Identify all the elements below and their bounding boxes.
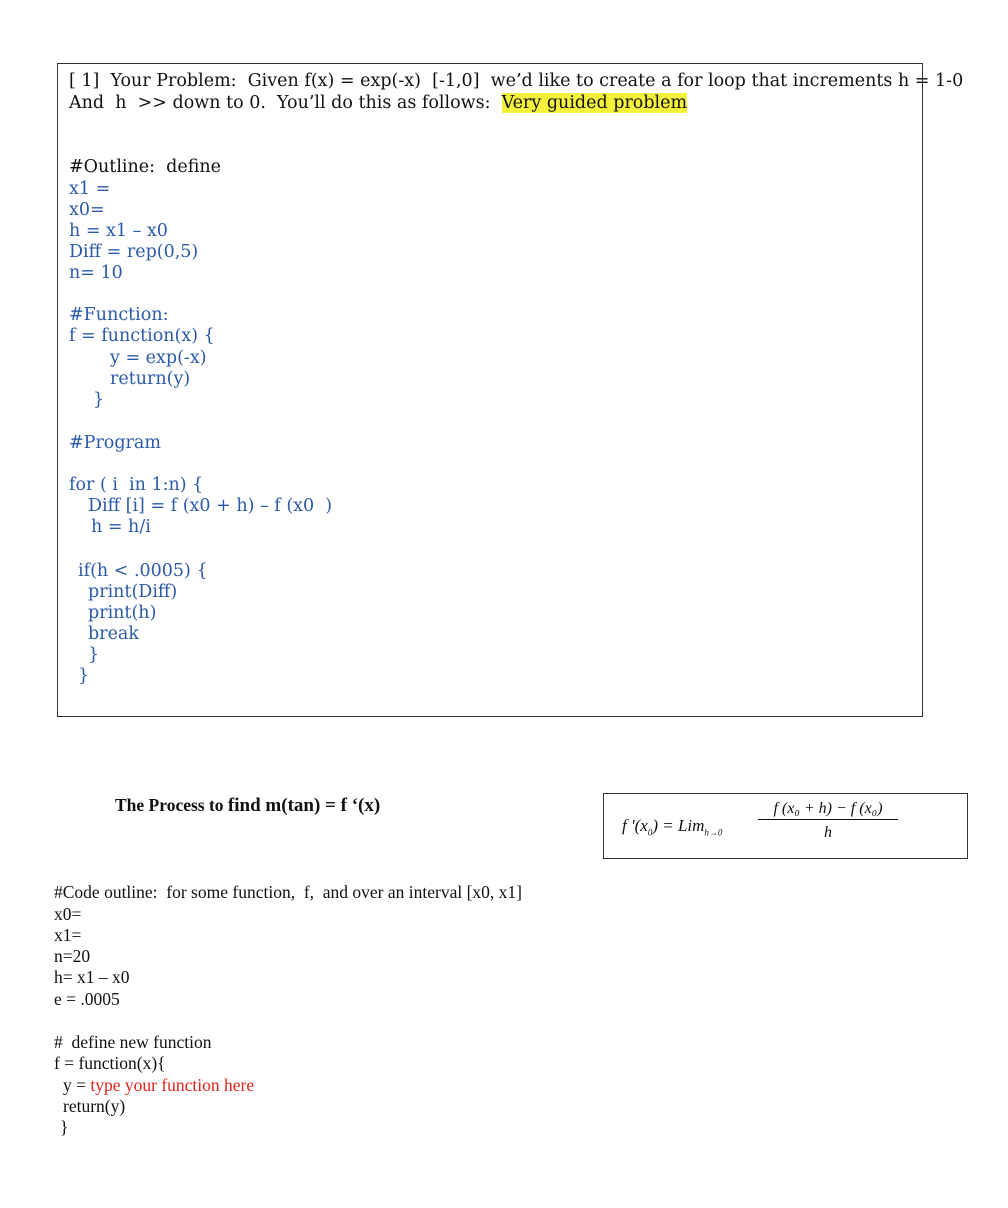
function-line: return(y) (110, 369, 191, 389)
program-line: print(h) (88, 603, 157, 623)
code-outline-heading: #Code outline: for some function, f, and over an interval [x0, x1] (54, 882, 523, 902)
program-line: break (88, 624, 139, 644)
outline-line: x1 = (69, 179, 111, 199)
problem-line-2-text: And h >> down to 0. You’ll do this as follows: (69, 93, 502, 113)
outline-line: x0= (69, 200, 105, 220)
program-line: for ( i in 1:n) { (69, 475, 204, 495)
code-outline-line: x0= (54, 904, 82, 924)
define-function-heading: # define new function (54, 1032, 212, 1052)
program-heading: #Program (69, 433, 161, 453)
formula-numerator: f (x₀ + h) − f (x₀) (758, 800, 898, 820)
y-assign: y = (63, 1075, 91, 1095)
process-title-main: find m(tan) = f ‘(x) (227, 795, 381, 816)
formula-fraction (758, 800, 898, 842)
formula-limit-sub: h→0 (704, 827, 723, 838)
outline-line: n= 10 (69, 263, 123, 283)
highlighted-note: Very guided problem (501, 93, 688, 113)
code-outline-line: h= x1 – x0 (54, 967, 130, 987)
formula-lhs-rest: ) = Lim (652, 816, 705, 835)
process-title-prefix: The Process to (115, 795, 228, 815)
process-title (115, 795, 380, 817)
return-line: return(y) (63, 1096, 126, 1116)
code-outline-line: n=20 (54, 946, 91, 966)
program-line: } (88, 645, 100, 665)
program-line: h = h/i (91, 517, 151, 537)
program-line: if(h < .0005) { (78, 561, 208, 581)
derivative-formula (603, 793, 968, 859)
formula-lhs-sub: 0 (647, 827, 653, 838)
problem-line-2 (69, 93, 687, 114)
program-line: print(Diff) (88, 582, 178, 602)
program-line: } (78, 666, 90, 686)
function-body-line (63, 1075, 254, 1096)
problem-line-1: [ 1] Your Problem: Given f(x) = exp(-x) [-1,0] we’d like to create a for loop that increments h = 1-0 (69, 71, 964, 91)
outline-line: Diff = rep(0,5) (69, 242, 199, 262)
code-outline-line: x1= (54, 925, 82, 945)
closing-brace: } (60, 1117, 69, 1137)
function-heading: #Function: (69, 305, 169, 325)
outline-heading: #Outline: define (69, 157, 222, 177)
function-line: f = function(x) { (69, 326, 215, 346)
function-placeholder: type your function here (90, 1075, 255, 1095)
function-line: } (93, 390, 105, 410)
function-definition-line: f = function(x){ (54, 1053, 166, 1073)
function-line: y = exp(-x) (110, 348, 207, 368)
formula-lhs-text: f '(x (622, 816, 648, 835)
program-line: Diff [i] = f (x0 + h) – f (x0 ) (88, 496, 333, 516)
formula-denominator: h (824, 824, 832, 841)
code-outline-line: e = .0005 (54, 989, 120, 1009)
formula-lhs (622, 816, 722, 837)
outline-line: h = x1 – x0 (69, 221, 168, 241)
